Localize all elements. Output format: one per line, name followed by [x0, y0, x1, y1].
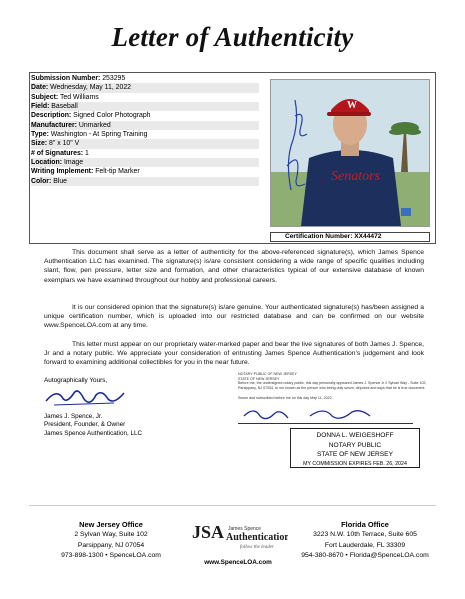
field-row: Field: Baseball — [31, 102, 259, 111]
field-row: Subject: Ted Williams — [31, 93, 99, 101]
photo-illustration — [271, 80, 429, 226]
field-row: Color: Blue — [31, 177, 259, 186]
svg-text:Senators: Senators — [331, 169, 380, 184]
notary-signature-line — [238, 423, 413, 424]
notary-signature — [240, 404, 390, 424]
paragraph-authenticity: This document shall serve as a letter of authenticity for the above-referenced signature(s), which James Spence Authentication LLC has examined. The signature(s) is/are consistent considering a wide range of specific qualities including slant, flow, pen pressure, letter size and formation, and other characteristics typical of our extensive database of known exemplars we have examined throughout our hobby and professional careers. — [44, 249, 424, 284]
item-photo — [270, 79, 430, 227]
footer-divider — [29, 505, 436, 506]
field-row: # of Signatures: 1 — [31, 149, 89, 157]
certification-number: Certification Number: XX44472 — [270, 232, 430, 242]
paragraph-opinion: It is our considered opinion that the signature(s) is/are genuine. Your authenticated signature(s) has/been assigned a unique certification number, which is uploaded into our restricted database and can be confirmed on our website www.SpenceLOA.com at any time. — [44, 304, 424, 330]
paragraph-watermark: This letter must appear on our proprietary water-marked paper and bear the live signatures of both James J. Spence, Jr and a notary public. We appreciate your consideration of entrusting James Spence Authentication's judgement and look forward to examining additional collectibles for you in the near future. — [44, 341, 424, 367]
field-row: Type: Washington - At Spring Training — [31, 131, 148, 139]
field-row: Date: Wednesday, May 11, 2022 — [31, 83, 259, 92]
svg-text:follow the leader: follow the leader — [240, 545, 274, 550]
field-row: Size: 8" x 10" V — [31, 139, 259, 148]
jsa-logo-mark — [188, 520, 288, 552]
field-row: Submission Number: 253295 — [31, 75, 126, 82]
page-title: Letter of Authenticity — [111, 22, 354, 52]
office-florida: Florida Office 3223 N.W. 10th Terrace, Suite 605 Fort Lauderdale, FL 33309 954-380-8670 • Florida@SpenceLOA.com — [301, 520, 429, 560]
jsa-logo: JSA James Spence Authentication follow the leader www.SpenceLOA.com — [188, 520, 288, 566]
handwritten-signature — [44, 385, 134, 409]
notary-stamp: DONNA L. WEIGESHOFF NOTARY PUBLIC STATE OF NEW JERSEY MY COMMISSION EXPIRES FEB. 26, 2024 — [290, 428, 420, 468]
svg-text:W: W — [347, 100, 357, 111]
field-row: Location: Image — [31, 158, 259, 167]
details-list — [31, 74, 259, 186]
field-row: Manufacturer: Unmarked — [31, 121, 259, 130]
svg-text:Authentication: Authentication — [226, 532, 288, 543]
svg-text:JSA: JSA — [192, 522, 225, 542]
signature-block: Autographically Yours, James J. Spence, Jr. President, Founder, & Owner James Spence Authentication, LLC — [44, 377, 143, 437]
field-row: Description: Signed Color Photograph — [31, 112, 151, 120]
svg-text:James Spence: James Spence — [228, 526, 262, 532]
notary-text: NOTARY PUBLIC OF NEW JERSEY STATE OF NEW JERSEY Before me, the undersigned notary public, this day personally appeared James J. Spence Jr 2 Sylvan Way - Suite 102, Parsippany, NJ 07054, to me known as the person who being duly sworn, deposes and says that he is true document. Sworn and subscribed before me on this day May 11, 2022 — [238, 372, 427, 401]
office-new-jersey: New Jersey Office 2 Sylvan Way, Suite 102 Parsippany, NJ 07054 973-898-1300 • SpenceLOA.com — [61, 520, 161, 560]
field-row: Writing Implement: Felt-tip Marker — [31, 168, 140, 176]
